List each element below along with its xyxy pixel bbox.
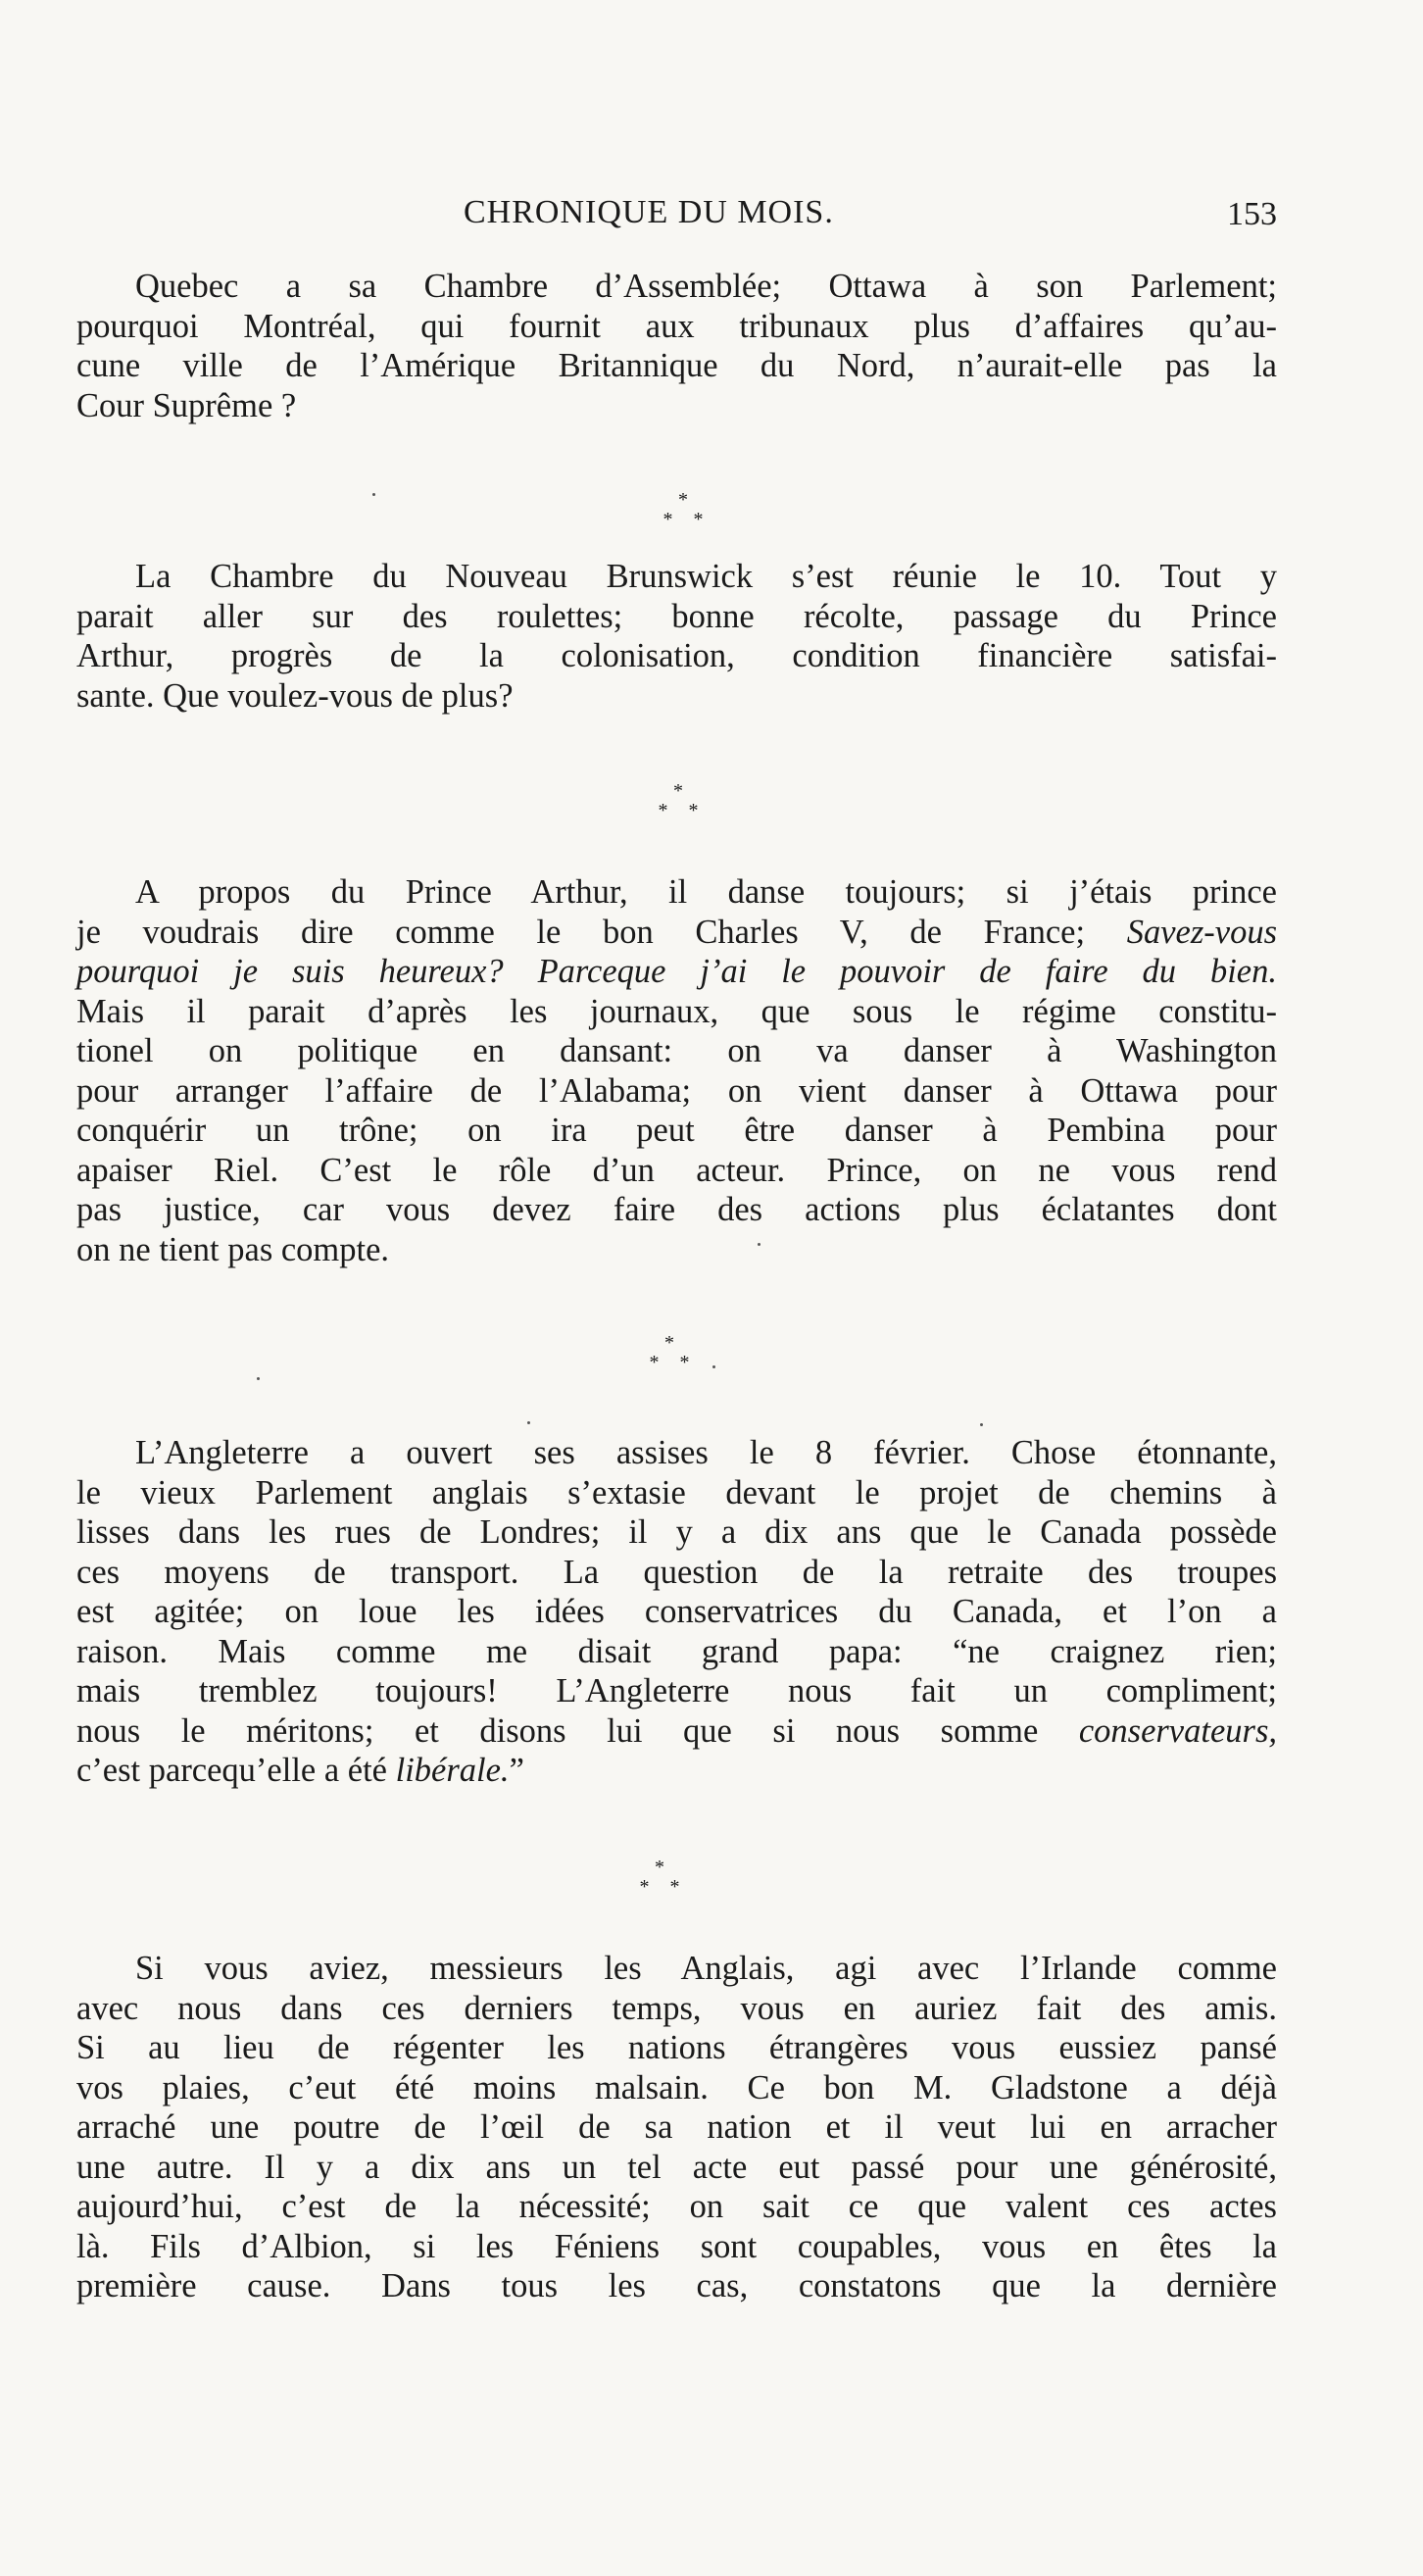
section-asterism: * * * [658, 780, 707, 821]
scan-speck [527, 1421, 530, 1424]
italic-text: libérale. [395, 1752, 510, 1789]
page-number: 153 [1227, 196, 1277, 232]
page-header [76, 194, 1277, 243]
text-line: Arthur, progrès de la colonisation, condition financière satisfai- [76, 637, 1277, 674]
text-line: mais tremblez toujours! L’Angleterre nous fait un compliment; [76, 1672, 1277, 1709]
italic-text: conservateurs, [1078, 1711, 1277, 1750]
text-line: est agitée; on loue les idées conservatrices du Canada, et l’on a [76, 1593, 1277, 1630]
scan-speck [758, 1243, 761, 1246]
paragraph-2 [76, 557, 1277, 716]
paragraph-4 [76, 1433, 1277, 1791]
text-line: A propos du Prince Arthur, il danse toujours; si j’étais prince [135, 873, 1277, 911]
text-line: avec nous dans ces derniers temps, vous en auriez fait des amis. [76, 1989, 1277, 2027]
text-line: apaiser Riel. C’est le rôle d’un acteur. Prince, on ne vous rend [76, 1151, 1277, 1189]
text-line: aujourd’hui, c’est de la nécessité; on sait ce que valent ces actes [76, 2188, 1277, 2225]
text-line: raison. Mais comme me disait grand papa: “ne craignez rien; [76, 1632, 1277, 1670]
text-line: ces moyens de transport. La question de la retraite des troupes [76, 1553, 1277, 1591]
text-line: Cour Suprême ? [76, 386, 297, 424]
text-line: La Chambre du Nouveau Brunswick s’est réunie le 10. Tout y [135, 558, 1277, 595]
text-line: lisses dans les rues de Londres; il y a dix ans que le Canada possède [76, 1513, 1277, 1551]
text-line: tionel on politique en dansant: on va danser à Washington [76, 1032, 1277, 1069]
section-asterism: * * * [649, 1332, 698, 1373]
italic-text: Savez-vous [1126, 913, 1277, 951]
text-line: première cause. Dans tous les cas, constatons que la dernière [76, 2267, 1277, 2304]
italic-text: pourquoi je suis heureux? Parceque j’ai le pouvoir de faire du bien. [76, 953, 1277, 990]
text-line: le vieux Parlement anglais s’extasie devant le projet de chemins à [76, 1473, 1277, 1511]
text-line: une autre. Il y a dix ans un tel acte eut passé pour une générosité, [76, 2148, 1277, 2186]
scan-speck [980, 1423, 983, 1426]
text-line: nous le méritons; et disons lui que si nous somme conservateurs, [76, 1711, 1277, 1750]
text-line: là. Fils d’Albion, si les Féniens sont coupables, vous en êtes la [76, 2227, 1277, 2265]
paragraph-1 [76, 267, 1277, 425]
running-title: CHRONIQUE DU MOIS. [464, 194, 834, 230]
text-line: arraché une poutre de l’œil de sa nation et il veut lui en arracher [76, 2108, 1277, 2146]
paragraph-5 [76, 1949, 1277, 2306]
text-line: pourquoi Montréal, qui fournit aux tribunaux plus d’affaires qu’au- [76, 307, 1277, 345]
text-line: Mais il parait d’après les journaux, que sous le régime constitu- [76, 992, 1277, 1030]
scan-speck [712, 1365, 715, 1368]
text-line: Si au lieu de régenter les nations étrangères vous eussiez pansé [76, 2029, 1277, 2066]
text-line: sante. Que voulez-vous de plus? [76, 676, 514, 715]
text-line: conquérir un trône; on ira peut être danser à Pembina pour [76, 1112, 1277, 1149]
text-line: L’Angleterre a ouvert ses assises le 8 février. Chose étonnante, [135, 1434, 1277, 1471]
paragraph-3 [76, 872, 1277, 1269]
text-line: Quebec a sa Chambre d’Assemblée; Ottawa à son Parlement; [135, 268, 1277, 305]
section-asterism: * * * [639, 1857, 688, 1898]
text-line: je voudrais dire comme le bon Charles V, de France; Savez-vous [76, 913, 1277, 951]
text-line [76, 952, 1277, 992]
text-line: pour arranger l’affaire de l’Alabama; on vient danser à Ottawa pour [76, 1071, 1277, 1110]
text-line: pas justice, car vous devez faire des actions plus éclatantes dont [76, 1191, 1277, 1228]
text-line: on ne tient pas compte. [76, 1230, 390, 1268]
text-line: vos plaies, c’eut été moins malsain. Ce bon M. Gladstone a déjà [76, 2068, 1277, 2106]
section-asterism: * * * [662, 489, 712, 530]
scan-speck [372, 493, 375, 496]
scan-speck [257, 1377, 260, 1380]
text-line: Si vous aviez, messieurs les Anglais, agi avec l’Irlande comme [135, 1950, 1277, 1987]
text-line: cune ville de l’Amérique Britannique du Nord, n’aurait-elle pas la [76, 347, 1277, 384]
text-line: c’est parcequ’elle a été libérale.” [76, 1752, 524, 1789]
text-line: parait aller sur des roulettes; bonne récolte, passage du Prince [76, 597, 1277, 635]
